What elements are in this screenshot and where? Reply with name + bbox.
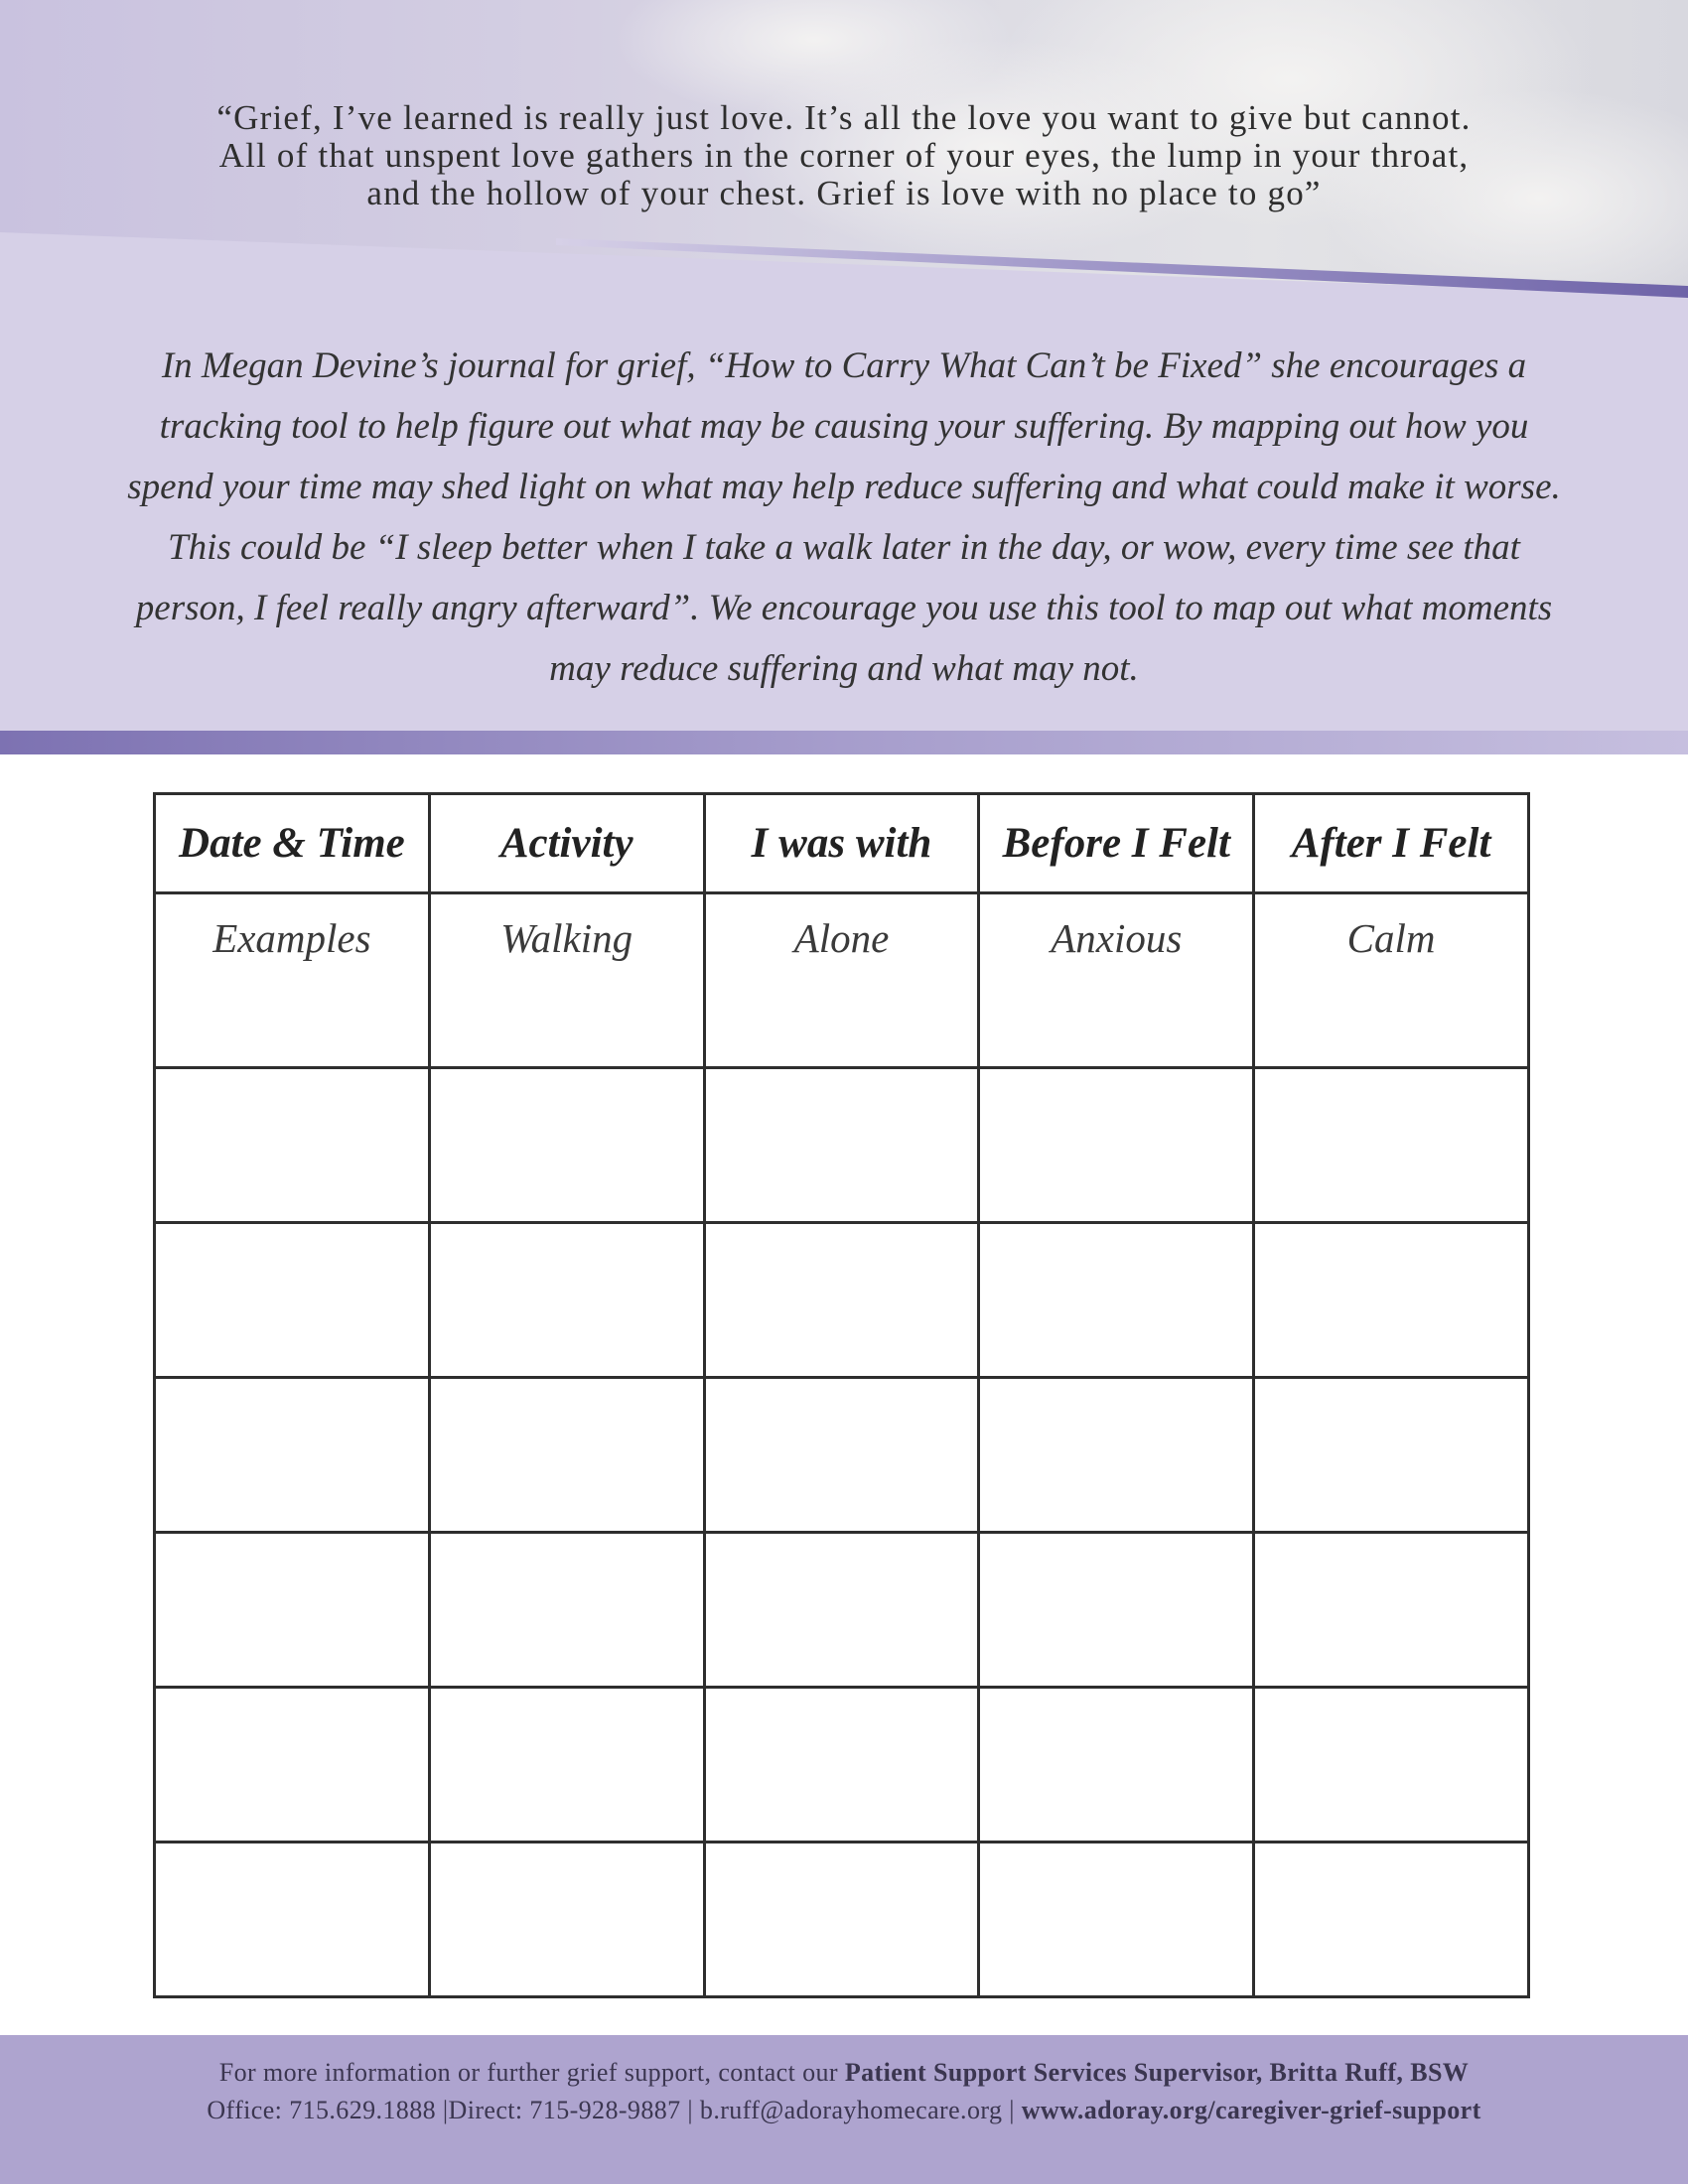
blank-cell[interactable] bbox=[979, 1378, 1254, 1533]
tracking-table bbox=[153, 792, 1530, 1998]
footer-line-details bbox=[0, 2096, 1688, 2125]
blank-cell[interactable] bbox=[1254, 1533, 1529, 1688]
blank-cell[interactable] bbox=[979, 1223, 1254, 1378]
header-activity: Activity bbox=[429, 794, 704, 893]
blank-cell[interactable] bbox=[155, 1533, 430, 1688]
intro-line: may reduce suffering and what may not. bbox=[549, 648, 1139, 689]
blank-cell[interactable] bbox=[429, 1533, 704, 1688]
example-cell-after: Calm bbox=[1254, 893, 1529, 1068]
blank-cell[interactable] bbox=[979, 1068, 1254, 1223]
blank-cell[interactable] bbox=[155, 1843, 430, 1997]
blank-cell[interactable] bbox=[429, 1223, 704, 1378]
blank-cell[interactable] bbox=[1254, 1843, 1529, 1997]
header-banner bbox=[0, 0, 1688, 754]
blank-cell[interactable] bbox=[704, 1843, 979, 1997]
blank-cell[interactable] bbox=[704, 1533, 979, 1688]
blank-cell[interactable] bbox=[155, 1068, 430, 1223]
quote-line: All of that unspent love gathers in the corner of your eyes, the lump in your throat, bbox=[218, 136, 1470, 175]
blank-cell[interactable] bbox=[704, 1223, 979, 1378]
blank-cell[interactable] bbox=[155, 1378, 430, 1533]
intro-line: In Megan Devine’s journal for grief, “How to Carry What Can’t be Fixed” she encourages a bbox=[161, 345, 1527, 386]
header-i-was-with: I was with bbox=[704, 794, 979, 893]
blank-cell[interactable] bbox=[704, 1378, 979, 1533]
blank-cell[interactable] bbox=[1254, 1688, 1529, 1843]
blank-cell[interactable] bbox=[429, 1688, 704, 1843]
example-cell-before: Anxious bbox=[979, 893, 1254, 1068]
footer-supervisor-name: Patient Support Services Supervisor, Britta Ruff, BSW bbox=[844, 2058, 1470, 2087]
blank-cell[interactable] bbox=[155, 1223, 430, 1378]
example-cell-activity: Walking bbox=[429, 893, 704, 1068]
footer-phone-email: Office: 715.629.1888 |Direct: 715-928-9887 | b.ruff@adorayhomecare.org | bbox=[207, 2096, 1022, 2124]
table-header-row bbox=[155, 794, 1529, 893]
blank-cell[interactable] bbox=[979, 1843, 1254, 1997]
blank-cell[interactable] bbox=[429, 1378, 704, 1533]
quote-line: “Grief, I’ve learned is really just love. It’s all the love you want to give but cannot. bbox=[216, 98, 1472, 137]
blank-cell[interactable] bbox=[704, 1688, 979, 1843]
table-row bbox=[155, 1378, 1529, 1533]
table-row bbox=[155, 1068, 1529, 1223]
footer-contact-band bbox=[0, 2035, 1688, 2184]
example-cell-date: Examples bbox=[155, 893, 430, 1068]
intro-line: tracking tool to help figure out what may be causing your suffering. By mapping out how you bbox=[159, 406, 1529, 447]
footer-line-contact bbox=[0, 2058, 1688, 2088]
footer-contact-text: For more information or further grief support, contact our bbox=[218, 2058, 845, 2087]
blank-cell[interactable] bbox=[979, 1533, 1254, 1688]
header-after-i-felt: After I Felt bbox=[1254, 794, 1529, 893]
table-row bbox=[155, 1843, 1529, 1997]
intro-paragraph bbox=[99, 336, 1589, 699]
blank-cell[interactable] bbox=[1254, 1378, 1529, 1533]
footer-website-link[interactable]: www.adoray.org/caregiver-grief-support bbox=[1021, 2096, 1481, 2124]
quote-line: and the hollow of your chest. Grief is love with no place to go” bbox=[366, 174, 1322, 212]
header-before-i-felt: Before I Felt bbox=[979, 794, 1254, 893]
blank-cell[interactable] bbox=[429, 1068, 704, 1223]
blank-cell[interactable] bbox=[979, 1688, 1254, 1843]
blank-cell[interactable] bbox=[704, 1068, 979, 1223]
table-row bbox=[155, 1533, 1529, 1688]
grief-quote bbox=[99, 99, 1589, 212]
intro-line: spend your time may shed light on what may help reduce suffering and what could make it worse. bbox=[127, 467, 1561, 507]
intro-line: person, I feel really angry afterward”. We encourage you use this tool to map out what moments bbox=[135, 588, 1553, 628]
blank-cell[interactable] bbox=[1254, 1223, 1529, 1378]
blank-cell[interactable] bbox=[429, 1843, 704, 1997]
intro-line: This could be “I sleep better when I take a walk later in the day, or wow, every time see that bbox=[168, 527, 1520, 568]
table-row bbox=[155, 1223, 1529, 1378]
table-row bbox=[155, 1688, 1529, 1843]
blank-cell[interactable] bbox=[1254, 1068, 1529, 1223]
example-row bbox=[155, 893, 1529, 1068]
blank-cell[interactable] bbox=[155, 1688, 430, 1843]
example-cell-with: Alone bbox=[704, 893, 979, 1068]
header-date-time: Date & Time bbox=[155, 794, 430, 893]
